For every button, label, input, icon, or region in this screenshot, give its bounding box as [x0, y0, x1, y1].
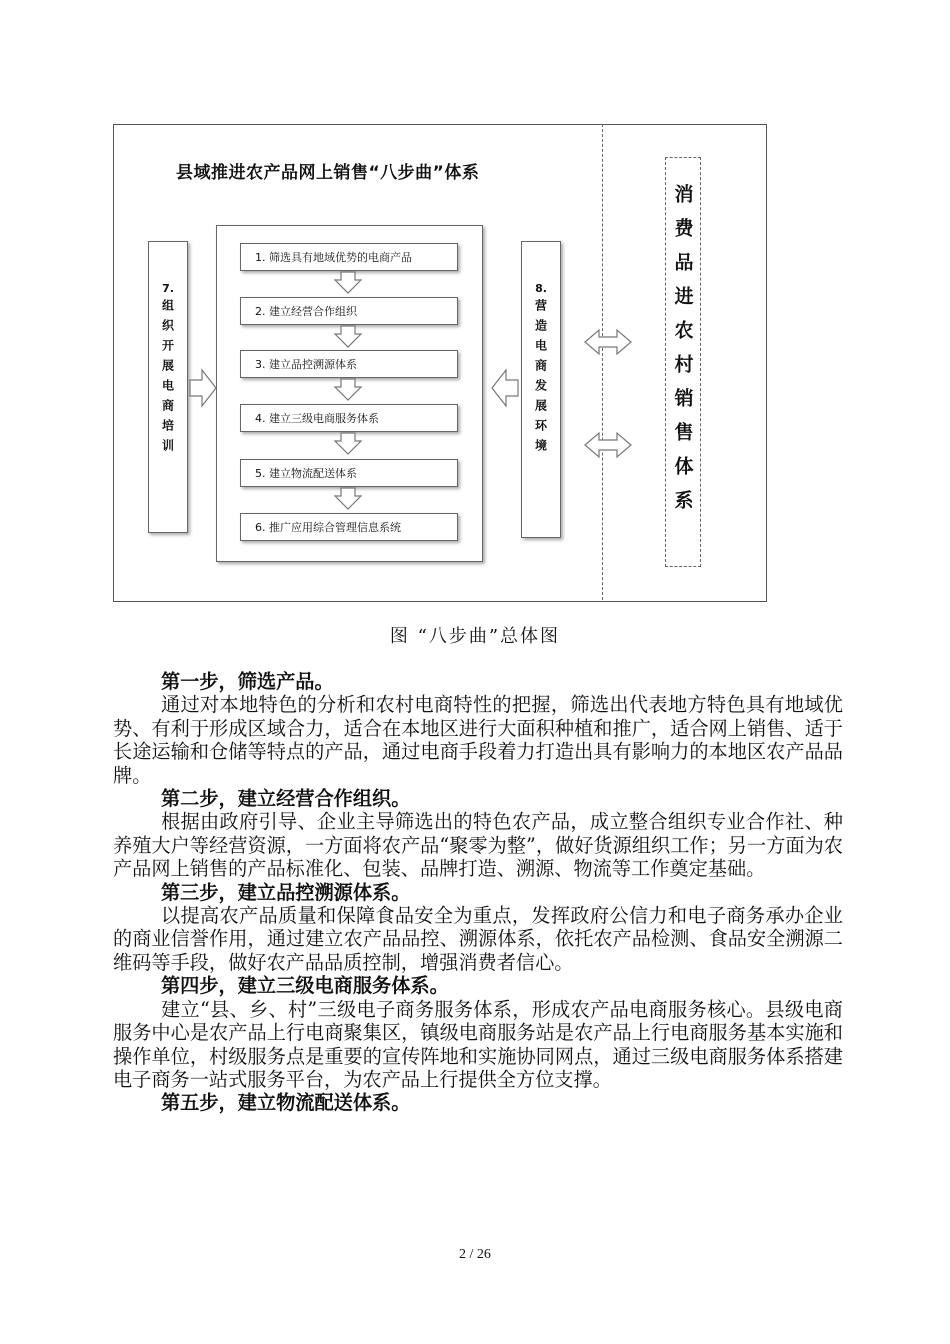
left-box-number: 7. [162, 282, 174, 295]
section-paragraph: 通过对本地特色的分析和农村电商特性的把握，筛选出代表地方特色具有地域优势、有利于形成区域合力，适合在本地区进行大面积种植和推广，适合网上销售、适于长途运输和仓储等特点的产品，通过电商手段着力打造出具有影响力的本地区农产品品牌。 [113, 693, 843, 787]
section-heading: 第四步，建立三级电商服务体系。 [161, 974, 449, 998]
double-arrow-icon [585, 433, 631, 457]
consumer-goods-label: 消费品进农村销售体系 [671, 184, 694, 524]
right-box-label: 营造电商发展环境 [533, 299, 548, 459]
section-heading: 第一步，筛选产品。 [161, 670, 334, 693]
left-arrow-icon [492, 370, 518, 406]
down-arrow-icon [335, 379, 361, 400]
section-heading: 第三步，建立品控溯源体系。 [161, 880, 411, 904]
page-number: 2 / 26 [459, 1247, 491, 1262]
section-heading: 第五步，建立物流配送体系。 [161, 1091, 411, 1115]
step-box-2: 2. 建立经营合作组织 [240, 297, 458, 325]
section-heading: 第二步，建立经营合作组织。 [161, 787, 411, 811]
right-box-number: 8. [535, 282, 547, 295]
body-text [113, 670, 843, 1115]
figure-caption: 图 “八步曲”总体图 [389, 626, 561, 647]
down-arrow-icon [335, 433, 361, 454]
section-paragraph: 以提高农产品质量和保障食品安全为重点，发挥政府公信力和电子商务承办企业的商业信誉作用，通过建立农产品品控、溯源体系，依托农产品检测、食品安全溯源二维码等手段，做好农产品品质控制，增强消费者信心。 [113, 904, 843, 974]
section-paragraph: 建立“县、乡、村”三级电子商务服务体系，形成农产品电商服务核心。县级电商服务中心是农产品上行电商聚集区，镇级电商服务站是农产品上行电商服务基本实施和操作单位，村级服务点是重要的宣传阵地和实施协同网点，通过三级电商服务体系搭建电子商务一站式服务平台，为农产品上行提供全方位支撑。 [113, 997, 843, 1091]
right-arrow-icon [190, 370, 216, 406]
down-arrow-icon [335, 488, 361, 509]
step-box-6: 6. 推广应用综合管理信息系统 [240, 513, 458, 541]
down-arrow-icon [335, 326, 361, 347]
step-box-4: 4. 建立三级电商服务体系 [240, 404, 458, 432]
left-box-label: 组织开展电商培训 [160, 299, 175, 459]
step-box-3: 3. 建立品控溯源体系 [240, 350, 458, 378]
step-box-1: 1. 筛选具有地域优势的电商产品 [240, 243, 458, 271]
double-arrow-icon [585, 330, 631, 354]
down-arrow-icon [335, 272, 361, 293]
diagram-title: 县域推进农产品网上销售“八步曲”体系 [176, 163, 480, 183]
section-paragraph: 根据由政府引导、企业主导筛选出的特色农产品，成立整合组织专业合作社、种养殖大户等经营资源，一方面将农产品“聚零为整”，做好货源组织工作；另一方面为农产品网上销售的产品标准化、包装、品牌打造、溯源、物流等工作奠定基础。 [113, 810, 843, 881]
step-box-5: 5. 建立物流配送体系 [240, 459, 458, 487]
